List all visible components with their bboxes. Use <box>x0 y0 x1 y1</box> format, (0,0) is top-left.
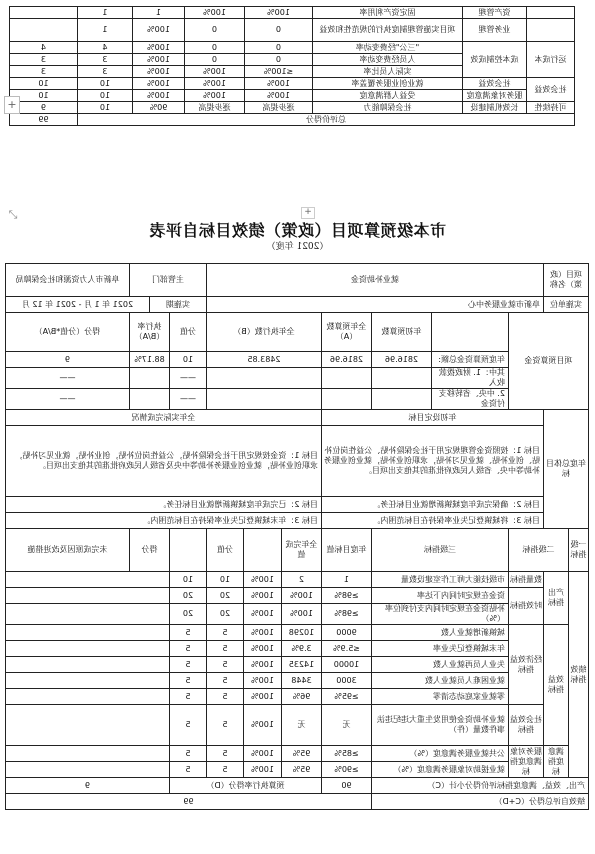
cell: 99 <box>5 794 371 810</box>
cell: 9 <box>5 778 169 794</box>
cell: 100% <box>244 657 282 673</box>
cell: 2021 年 1 月 - 2021 年 12 月 <box>5 297 149 313</box>
cell: 10298 <box>282 625 322 641</box>
cell: —— <box>169 368 206 389</box>
cell: 市级技能大师工作室建设数量 <box>372 572 509 588</box>
cell: 3.9% <box>282 641 322 657</box>
table-row <box>10 114 575 126</box>
cell: 目标 1：按照资金管理规定用于社会保险补贴、公益性岗位补贴、创业补贴、就业见习补贴，求职创业补贴，就业创业服务补助等中央、省级人民政府批准的其他支出项目。 <box>322 426 544 497</box>
cell: 社会效益 <box>463 78 527 90</box>
cell: 一级指标 <box>569 529 589 572</box>
cell: 预算执行率得分（D） <box>169 778 321 794</box>
cell: 10 <box>206 572 243 588</box>
cell: 年度总体目标 <box>544 410 589 529</box>
cell: 5 <box>206 625 243 641</box>
table-row <box>10 78 575 90</box>
cell: 100% <box>245 7 313 19</box>
cell: 90 <box>322 778 372 794</box>
cell: 3000 <box>322 673 372 689</box>
cell: 社会效益指标 <box>509 705 544 746</box>
cell: 可持续性 <box>527 102 575 114</box>
cell: 9 <box>5 352 129 368</box>
cell: 目标 3：将城镇登记失业率保持在目标范围内。 <box>322 513 544 529</box>
cell: 阜新市就业服务中心 <box>206 297 543 313</box>
cell: 1 <box>78 7 133 19</box>
cell: 100% <box>185 78 245 90</box>
cell: 96% <box>282 689 322 705</box>
cell: 时效指标 <box>509 588 544 625</box>
cell: ≥90% <box>322 762 372 778</box>
cell: 10000 <box>322 657 372 673</box>
cell: 0 <box>185 54 245 66</box>
cell: 就业创业服务覆盖率 <box>313 78 463 90</box>
cell: 年末城镇登记失业率 <box>372 641 509 657</box>
cell: 数量指标 <box>509 572 544 588</box>
cell: 5 <box>169 762 206 778</box>
cell: 项目实施管理制度执行的规范性和效益 <box>313 19 463 42</box>
table-row <box>5 673 588 689</box>
cell: 100% <box>133 66 185 78</box>
table-row <box>10 42 575 54</box>
cell: 得分（分值*B/A） <box>5 313 129 352</box>
cell: 20 <box>206 588 243 604</box>
cell: 3448 <box>282 673 322 689</box>
table-row <box>5 762 588 778</box>
cell: 项目（政策）名称 <box>544 264 589 297</box>
cell: 5 <box>169 641 206 657</box>
table-row <box>5 410 588 426</box>
cell: 95% <box>282 762 322 778</box>
table-row <box>5 625 588 641</box>
cell: 产出、效益、满意度指标评价得分小计（C） <box>372 778 589 794</box>
cell: 100% <box>282 604 322 625</box>
cell: —— <box>169 389 206 410</box>
cell: ≥95% <box>322 689 372 705</box>
cell: 资金在规定时间内下达率 <box>372 588 509 604</box>
cell: 公共就业服务满意度（%） <box>372 746 509 762</box>
cell: 人员经费变动率 <box>313 54 463 66</box>
cell: 三级指标 <box>372 529 509 572</box>
cell: 就业补助资金 <box>206 264 543 297</box>
cell: 执行率（B/A） <box>129 313 169 352</box>
cell: 年初设定目标 <box>322 410 544 426</box>
cell: 成本控制成效 <box>463 42 527 78</box>
table-row <box>5 297 588 313</box>
cell: 全年完成值 <box>282 529 322 572</box>
cell: 业务管理 <box>463 19 527 42</box>
cell: 100% <box>245 90 313 102</box>
cell: 0 <box>185 19 245 42</box>
cell: 1 <box>322 572 372 588</box>
cell: 9000 <box>322 625 372 641</box>
table-row <box>5 352 588 368</box>
cell: 实施期 <box>149 297 206 313</box>
cell: 10 <box>78 90 133 102</box>
cell: ≥98% <box>322 604 372 625</box>
cell: 14235 <box>282 657 322 673</box>
cell: 100% <box>185 66 245 78</box>
cell: 5 <box>169 673 206 689</box>
cell: 就业援助对象服务满意度（%） <box>372 762 509 778</box>
cell: 全年实际完成情况 <box>5 410 321 426</box>
table-row <box>5 746 588 762</box>
cell: 目标 2：已完成年度城镇新增就业目标任务。 <box>5 497 321 513</box>
table-row <box>5 389 588 410</box>
cell: 5 <box>169 689 206 705</box>
cell: ≤5.9% <box>322 641 372 657</box>
cell: 社会保障能力 <box>313 102 463 114</box>
cell: 10 <box>169 572 206 588</box>
cell: 项目预算资金 <box>509 313 589 410</box>
cell: 全年预算数（A） <box>322 313 372 352</box>
table-row <box>5 794 588 810</box>
cell: 10 <box>78 102 133 114</box>
table-row <box>5 689 588 705</box>
cell: 5 <box>206 657 243 673</box>
table-row <box>5 588 588 604</box>
cell: 固定资产利用率 <box>313 7 463 19</box>
cell: 100% <box>244 705 282 746</box>
page-title: 市本级预算项目（政策）绩效目标自评表 <box>149 221 447 240</box>
cell: 2. 中央、省转移支付资金 <box>432 389 509 410</box>
cell: 10 <box>10 78 78 90</box>
cell: 100% <box>244 588 282 604</box>
cell: 0 <box>185 42 245 54</box>
cell: 绩效自评总得分（C+D） <box>372 794 589 810</box>
cell: 100% <box>185 7 245 19</box>
cell: 10 <box>78 78 133 90</box>
cell: 9 <box>10 102 78 114</box>
cell: 目标 2：确保完成年度城镇新增就业目标任务。 <box>322 497 544 513</box>
cell: 5 <box>169 657 206 673</box>
cell: 20 <box>169 604 206 625</box>
cell: 100% <box>244 572 282 588</box>
cell: 5 <box>169 625 206 641</box>
table-row <box>5 264 588 297</box>
table-row <box>5 778 588 794</box>
table-row <box>5 497 588 513</box>
cell: 1 <box>133 7 185 19</box>
cell: 100% <box>244 641 282 657</box>
cell: 10 <box>169 352 206 368</box>
cell: 经济效益指标 <box>509 625 544 705</box>
cell: 运行成本 <box>527 42 575 78</box>
cell: 无 <box>322 705 372 746</box>
cell: 逐步提高 <box>245 102 313 114</box>
cell: 年度目标值 <box>322 529 372 572</box>
cell: 5 <box>169 746 206 762</box>
cell: 100% <box>245 78 313 90</box>
cell: —— <box>5 389 129 410</box>
cell: 5 <box>206 689 243 705</box>
cell: 0 <box>245 54 313 66</box>
cell: 实际人员比率 <box>313 66 463 78</box>
self-evaluation-table <box>5 263 589 810</box>
cell: 失业人员再就业人数 <box>372 657 509 673</box>
cell: 100% <box>244 762 282 778</box>
cell: 分值 <box>206 529 243 572</box>
cell: 3 <box>10 54 78 66</box>
cell: 总评价得分 <box>78 114 575 126</box>
cell: 100% <box>133 78 185 90</box>
cell: 99 <box>10 114 78 126</box>
cell: 产出指标 <box>544 572 569 625</box>
table-row <box>10 90 575 102</box>
cell: 20 <box>169 588 206 604</box>
cell: 分值 <box>169 313 206 352</box>
table-row <box>5 426 588 497</box>
cell: 5 <box>206 673 243 689</box>
cell: 实施单位 <box>544 297 589 313</box>
cell: 100% <box>185 90 245 102</box>
table-row <box>10 7 575 19</box>
cell: 100% <box>244 689 282 705</box>
cell: 5 <box>169 705 206 746</box>
cell: 3 <box>78 66 133 78</box>
cell: 5 <box>206 762 243 778</box>
cell: 服务对象满意度 <box>463 90 527 102</box>
cell: 效益指标 <box>544 625 569 746</box>
previous-indicator-table <box>9 6 575 126</box>
table-row <box>5 529 588 572</box>
cell: 二级指标 <box>509 529 569 572</box>
cell: 主管部门 <box>129 264 206 297</box>
cell: 目标 1：资金按规定用于社会保险补贴，公益性岗位补贴，创业补贴，就业见习补贴，求职创业补贴，就业创业服务补助等中央及省级人民政府批准的其他支出项目。 <box>5 426 321 497</box>
cell: 受益人群满意度 <box>313 90 463 102</box>
cell: 资产管理 <box>463 7 527 19</box>
cell: 零就业家庭动态清零 <box>372 689 509 705</box>
cell: 城镇新增就业人数 <box>372 625 509 641</box>
cell: 5 <box>206 746 243 762</box>
cell: 逐步提高 <box>185 102 245 114</box>
resize-icon[interactable]: ⤡ <box>6 208 20 222</box>
cell: 满意度指标 <box>544 746 569 778</box>
cell: 100% <box>133 90 185 102</box>
cell: 阜新市人力资源和社会保障局 <box>5 264 129 297</box>
table-row <box>5 604 588 625</box>
cell: 2 <box>282 572 322 588</box>
cell: ≥98% <box>322 588 372 604</box>
cell: 年初预算数 <box>372 313 432 352</box>
cell: 100% <box>244 673 282 689</box>
cell: 补贴资金在规定时间内支付到位率（%） <box>372 604 509 625</box>
cell: 1 <box>78 19 133 42</box>
cell: 长效机制建设 <box>463 102 527 114</box>
cell: 100% <box>133 54 185 66</box>
cell: 社会效益 <box>527 78 575 102</box>
table-row <box>5 641 588 657</box>
cell: 3 <box>10 66 78 78</box>
cell: 绩效指标 <box>569 572 589 778</box>
cell: 95% <box>282 746 322 762</box>
cell: 2816.96 <box>322 352 372 368</box>
add-column-handle[interactable]: + <box>301 207 315 219</box>
cell: ≤100% <box>245 66 313 78</box>
cell: 100% <box>244 746 282 762</box>
cell: 未完成原因及改进措施 <box>5 529 129 572</box>
page-subtitle: （2021 年度） <box>266 242 329 252</box>
cell: 年度预算资金总额: <box>432 352 509 368</box>
cell: 全年执行数（B） <box>206 313 321 352</box>
cell: 0 <box>245 19 313 42</box>
cell: 10 <box>10 90 78 102</box>
cell: 100% <box>133 42 185 54</box>
cell: 20 <box>206 604 243 625</box>
cell: "三公"经费变动率 <box>313 42 463 54</box>
table-row <box>5 705 588 746</box>
table-row <box>10 102 575 114</box>
cell: —— <box>5 368 129 389</box>
cell: 其中：1. 财政拨款收入 <box>432 368 509 389</box>
cell: ≥85% <box>322 746 372 762</box>
cell: 100% <box>244 604 282 625</box>
cell: 5 <box>206 641 243 657</box>
cell: 服务对象满意度指标 <box>510 746 542 776</box>
cell: 就业补助资金使用发生重大违纪违法事件数量（件） <box>372 705 509 746</box>
cell: 2483.85 <box>206 352 321 368</box>
table-row <box>5 513 588 529</box>
cell: 100% <box>244 625 282 641</box>
table-row <box>5 657 588 673</box>
cell: 100% <box>133 19 185 42</box>
cell: 2816.96 <box>372 352 432 368</box>
cell: 就业困难人员就业人数 <box>372 673 509 689</box>
cell: 目标 3：年末城镇登记失业率保持在目标范围内。 <box>5 513 321 529</box>
cell: 4 <box>10 42 78 54</box>
table-row <box>5 572 588 588</box>
cell: 得分 <box>129 529 169 572</box>
cell: 4 <box>78 42 133 54</box>
add-row-handle[interactable]: + <box>4 96 20 114</box>
cell: 无 <box>282 705 322 746</box>
table-row <box>5 313 588 352</box>
table-row <box>5 368 588 389</box>
cell: 3 <box>78 54 133 66</box>
cell: 5 <box>206 705 243 746</box>
cell: 90% <box>133 102 185 114</box>
table-row <box>10 19 575 42</box>
cell: 100% <box>282 588 322 604</box>
cell: 0 <box>245 42 313 54</box>
cell: 88.17% <box>129 352 169 368</box>
